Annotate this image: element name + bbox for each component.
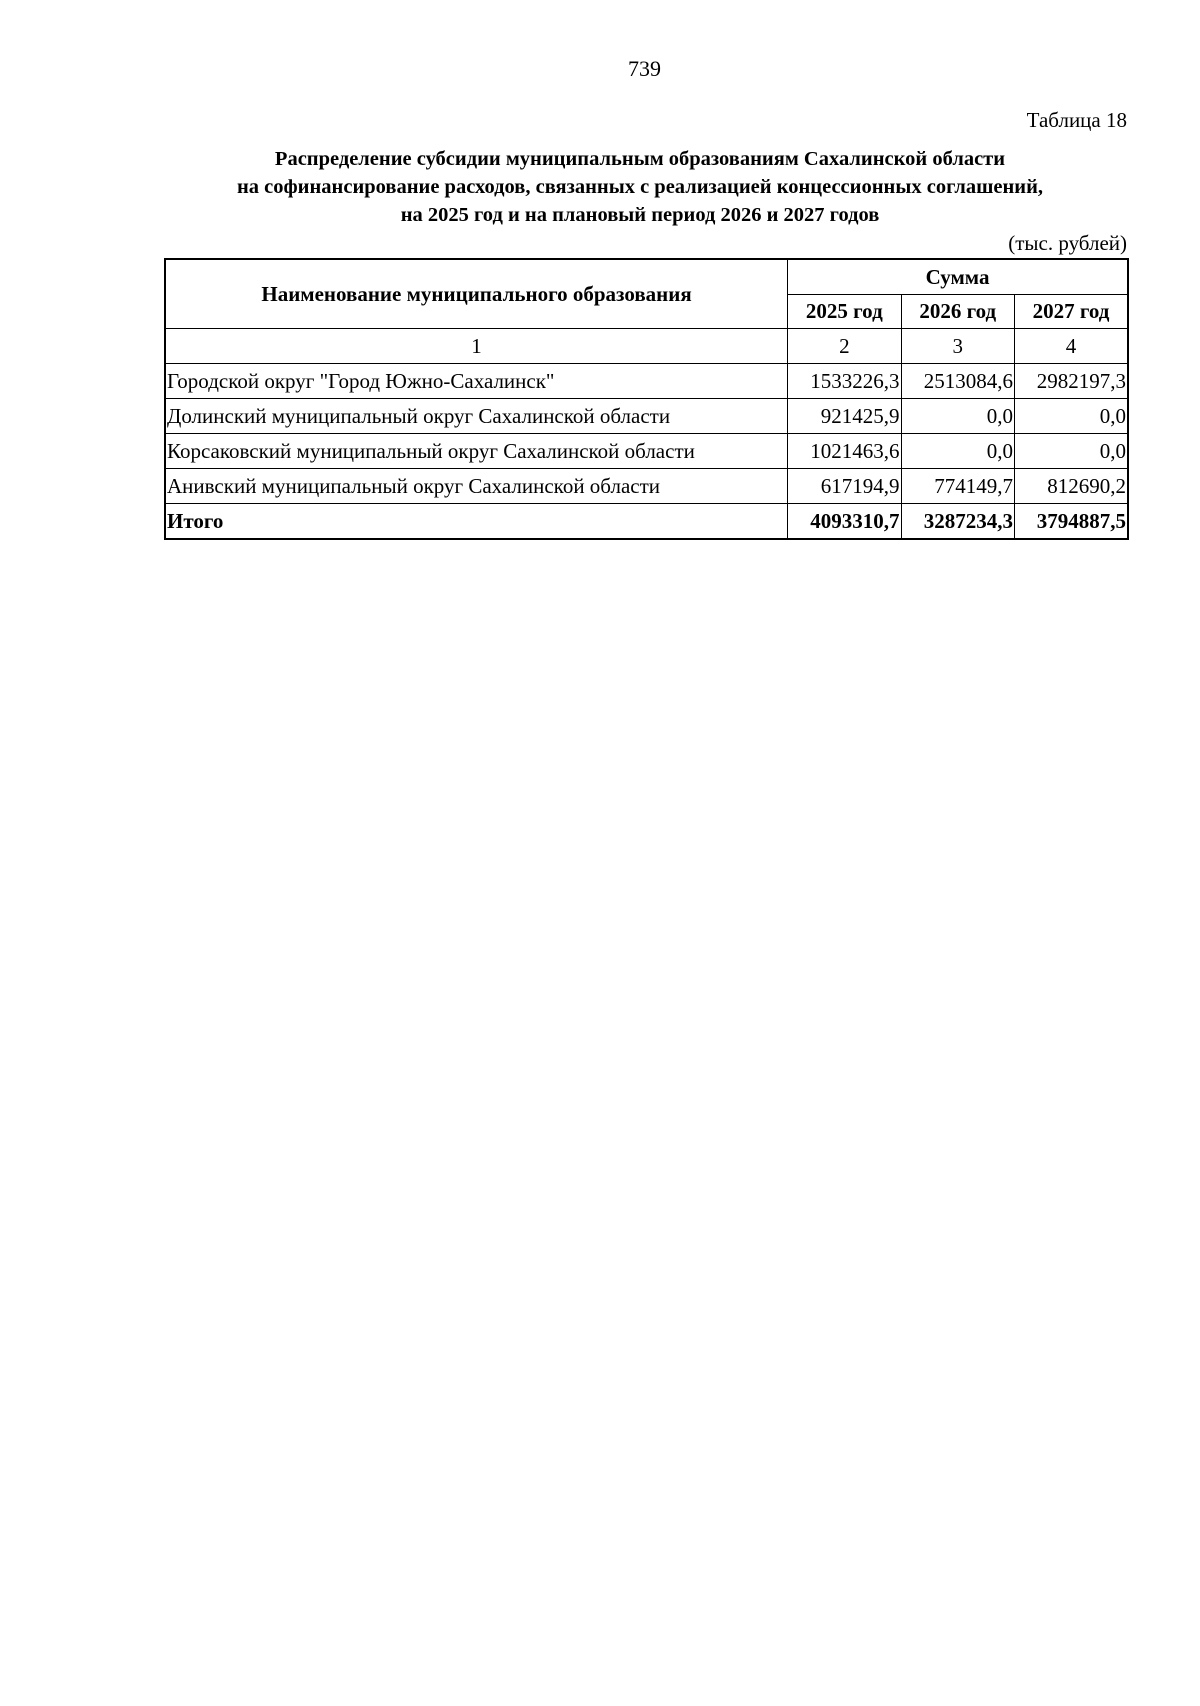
- column-number: 4: [1015, 329, 1128, 364]
- row-value-2027: 812690,2: [1015, 469, 1128, 504]
- header-year-2026: 2026 год: [901, 294, 1014, 329]
- table-row: [165, 434, 1128, 469]
- document-title: [150, 145, 1130, 229]
- row-name: Городской округ "Город Южно-Сахалинск": [165, 364, 788, 399]
- total-row: [165, 504, 1128, 540]
- title-line-1: Распределение субсидии муниципальным образованиям Сахалинской области: [274, 148, 1006, 170]
- row-value-2027: 0,0: [1015, 434, 1128, 469]
- subsidy-table: [164, 258, 1129, 540]
- header-year-2027: 2027 год: [1015, 294, 1128, 329]
- header-year-2025: 2025 год: [788, 294, 901, 329]
- table-header-row-1: [165, 259, 1128, 294]
- column-number-row: [165, 329, 1128, 364]
- total-value-2026: 3287234,3: [901, 504, 1014, 540]
- title-line-3: на 2025 год и на плановый период 2026 и 2027 годов: [400, 204, 880, 226]
- column-number: 3: [901, 329, 1014, 364]
- column-number: 2: [788, 329, 901, 364]
- table-row: [165, 469, 1128, 504]
- page-number: 739: [628, 56, 661, 81]
- table-label: Таблица 18: [1026, 108, 1127, 132]
- row-value-2026: 0,0: [901, 399, 1014, 434]
- row-value-2025: 1021463,6: [788, 434, 901, 469]
- row-value-2026: 0,0: [901, 434, 1014, 469]
- total-value-2027: 3794887,5: [1015, 504, 1128, 540]
- row-name: Долинский муниципальный округ Сахалинской области: [165, 399, 788, 434]
- row-value-2027: 2982197,3: [1015, 364, 1128, 399]
- row-value-2025: 921425,9: [788, 399, 901, 434]
- header-name: Наименование муниципального образования: [165, 259, 788, 329]
- row-value-2027: 0,0: [1015, 399, 1128, 434]
- units-note: (тыс. рублей): [1008, 231, 1127, 255]
- total-value-2025: 4093310,7: [788, 504, 901, 540]
- row-value-2025: 617194,9: [788, 469, 901, 504]
- row-name: Анивский муниципальный округ Сахалинской области: [165, 469, 788, 504]
- column-number: 1: [165, 329, 788, 364]
- title-line-2: на софинансирование расходов, связанных с реализацией концессионных соглашений,: [236, 176, 1044, 198]
- header-sum: Сумма: [788, 259, 1128, 294]
- table-row: [165, 364, 1128, 399]
- total-label: Итого: [165, 504, 788, 540]
- table-row: [165, 399, 1128, 434]
- row-name: Корсаковский муниципальный округ Сахалинской области: [165, 434, 788, 469]
- row-value-2026: 774149,7: [901, 469, 1014, 504]
- row-value-2026: 2513084,6: [901, 364, 1014, 399]
- row-value-2025: 1533226,3: [788, 364, 901, 399]
